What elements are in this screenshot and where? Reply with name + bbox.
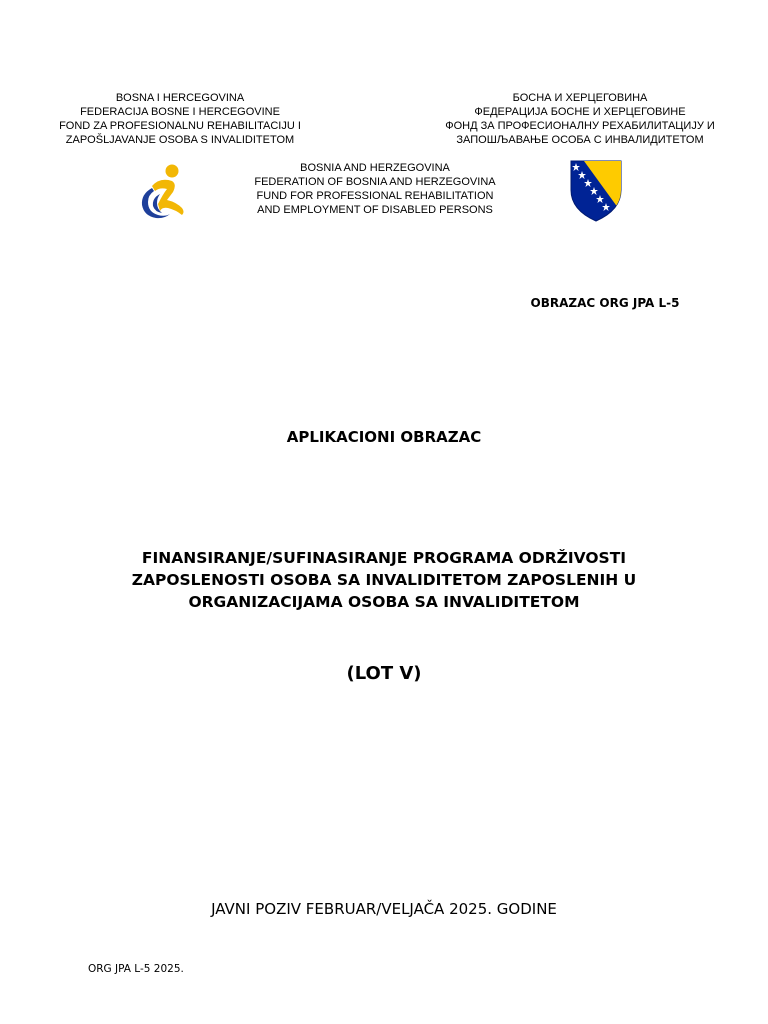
program-title (0, 547, 768, 613)
header-line: БОСНА И ХЕРЦЕГОВИНА (512, 92, 648, 104)
wheelchair-figure-logo-icon (138, 162, 192, 220)
program-title-line: ZAPOSLENOSTI OSOBA SA INVALIDITETOM ZAPOSLENIH U (131, 571, 637, 589)
program-title-line: FINANSIRANJE/SUFINASIRANJE PROGRAMA ODRŽIVOSTI (141, 549, 627, 567)
header-line: ZAPOŠLJAVANJE OSOBA S INVALIDITETOM (65, 134, 295, 146)
header-line: FOND ZA PROFESIONALNU REHABILITACIJU I (59, 120, 301, 132)
header-line: FEDERATION OF BOSNIA AND HERZEGOVINA (254, 176, 496, 188)
header-line: BOSNIA AND HERZEGOVINA (300, 162, 450, 174)
header-bosnian-latin (40, 91, 320, 147)
header-english (235, 161, 515, 217)
logo-head (166, 165, 179, 178)
coat-of-arms-icon (570, 160, 622, 222)
header-line: ЗАПОШЉАВАЊЕ ОСОБА С ИНВАЛИДИТЕТОМ (456, 134, 704, 146)
lot-label: (LOT V) (346, 663, 422, 684)
header-line: FUND FOR PROFESSIONAL REHABILITATION (256, 190, 494, 202)
header-line: ФЕДЕРАЦИЈА БОСНЕ И ХЕРЦЕГОВИНЕ (474, 106, 686, 118)
program-title-line: ORGANIZACIJAMA OSOBA SA INVALIDITETOM (188, 593, 580, 611)
header-line: ФОНД ЗА ПРОФЕСИОНАЛНУ РЕХАБИЛИТАЦИЈУ И (445, 120, 715, 132)
footer-code: ORG JPA L-5 2025. (88, 963, 184, 975)
form-code: OBRAZAC ORG JPA L-5 (530, 296, 680, 310)
document-title: APLIKACIONI OBRAZAC (286, 428, 482, 446)
header-line: AND EMPLOYMENT OF DISABLED PERSONS (257, 204, 493, 216)
header-line: FEDERACIJA BOSNE I HERCEGOVINE (80, 106, 280, 118)
public-call-label: JAVNI POZIV FEBRUAR/VELJAČA 2025. GODINE (211, 900, 557, 918)
header-cyrillic (420, 91, 740, 147)
header-line: BOSNA I HERCEGOVINA (115, 92, 245, 104)
